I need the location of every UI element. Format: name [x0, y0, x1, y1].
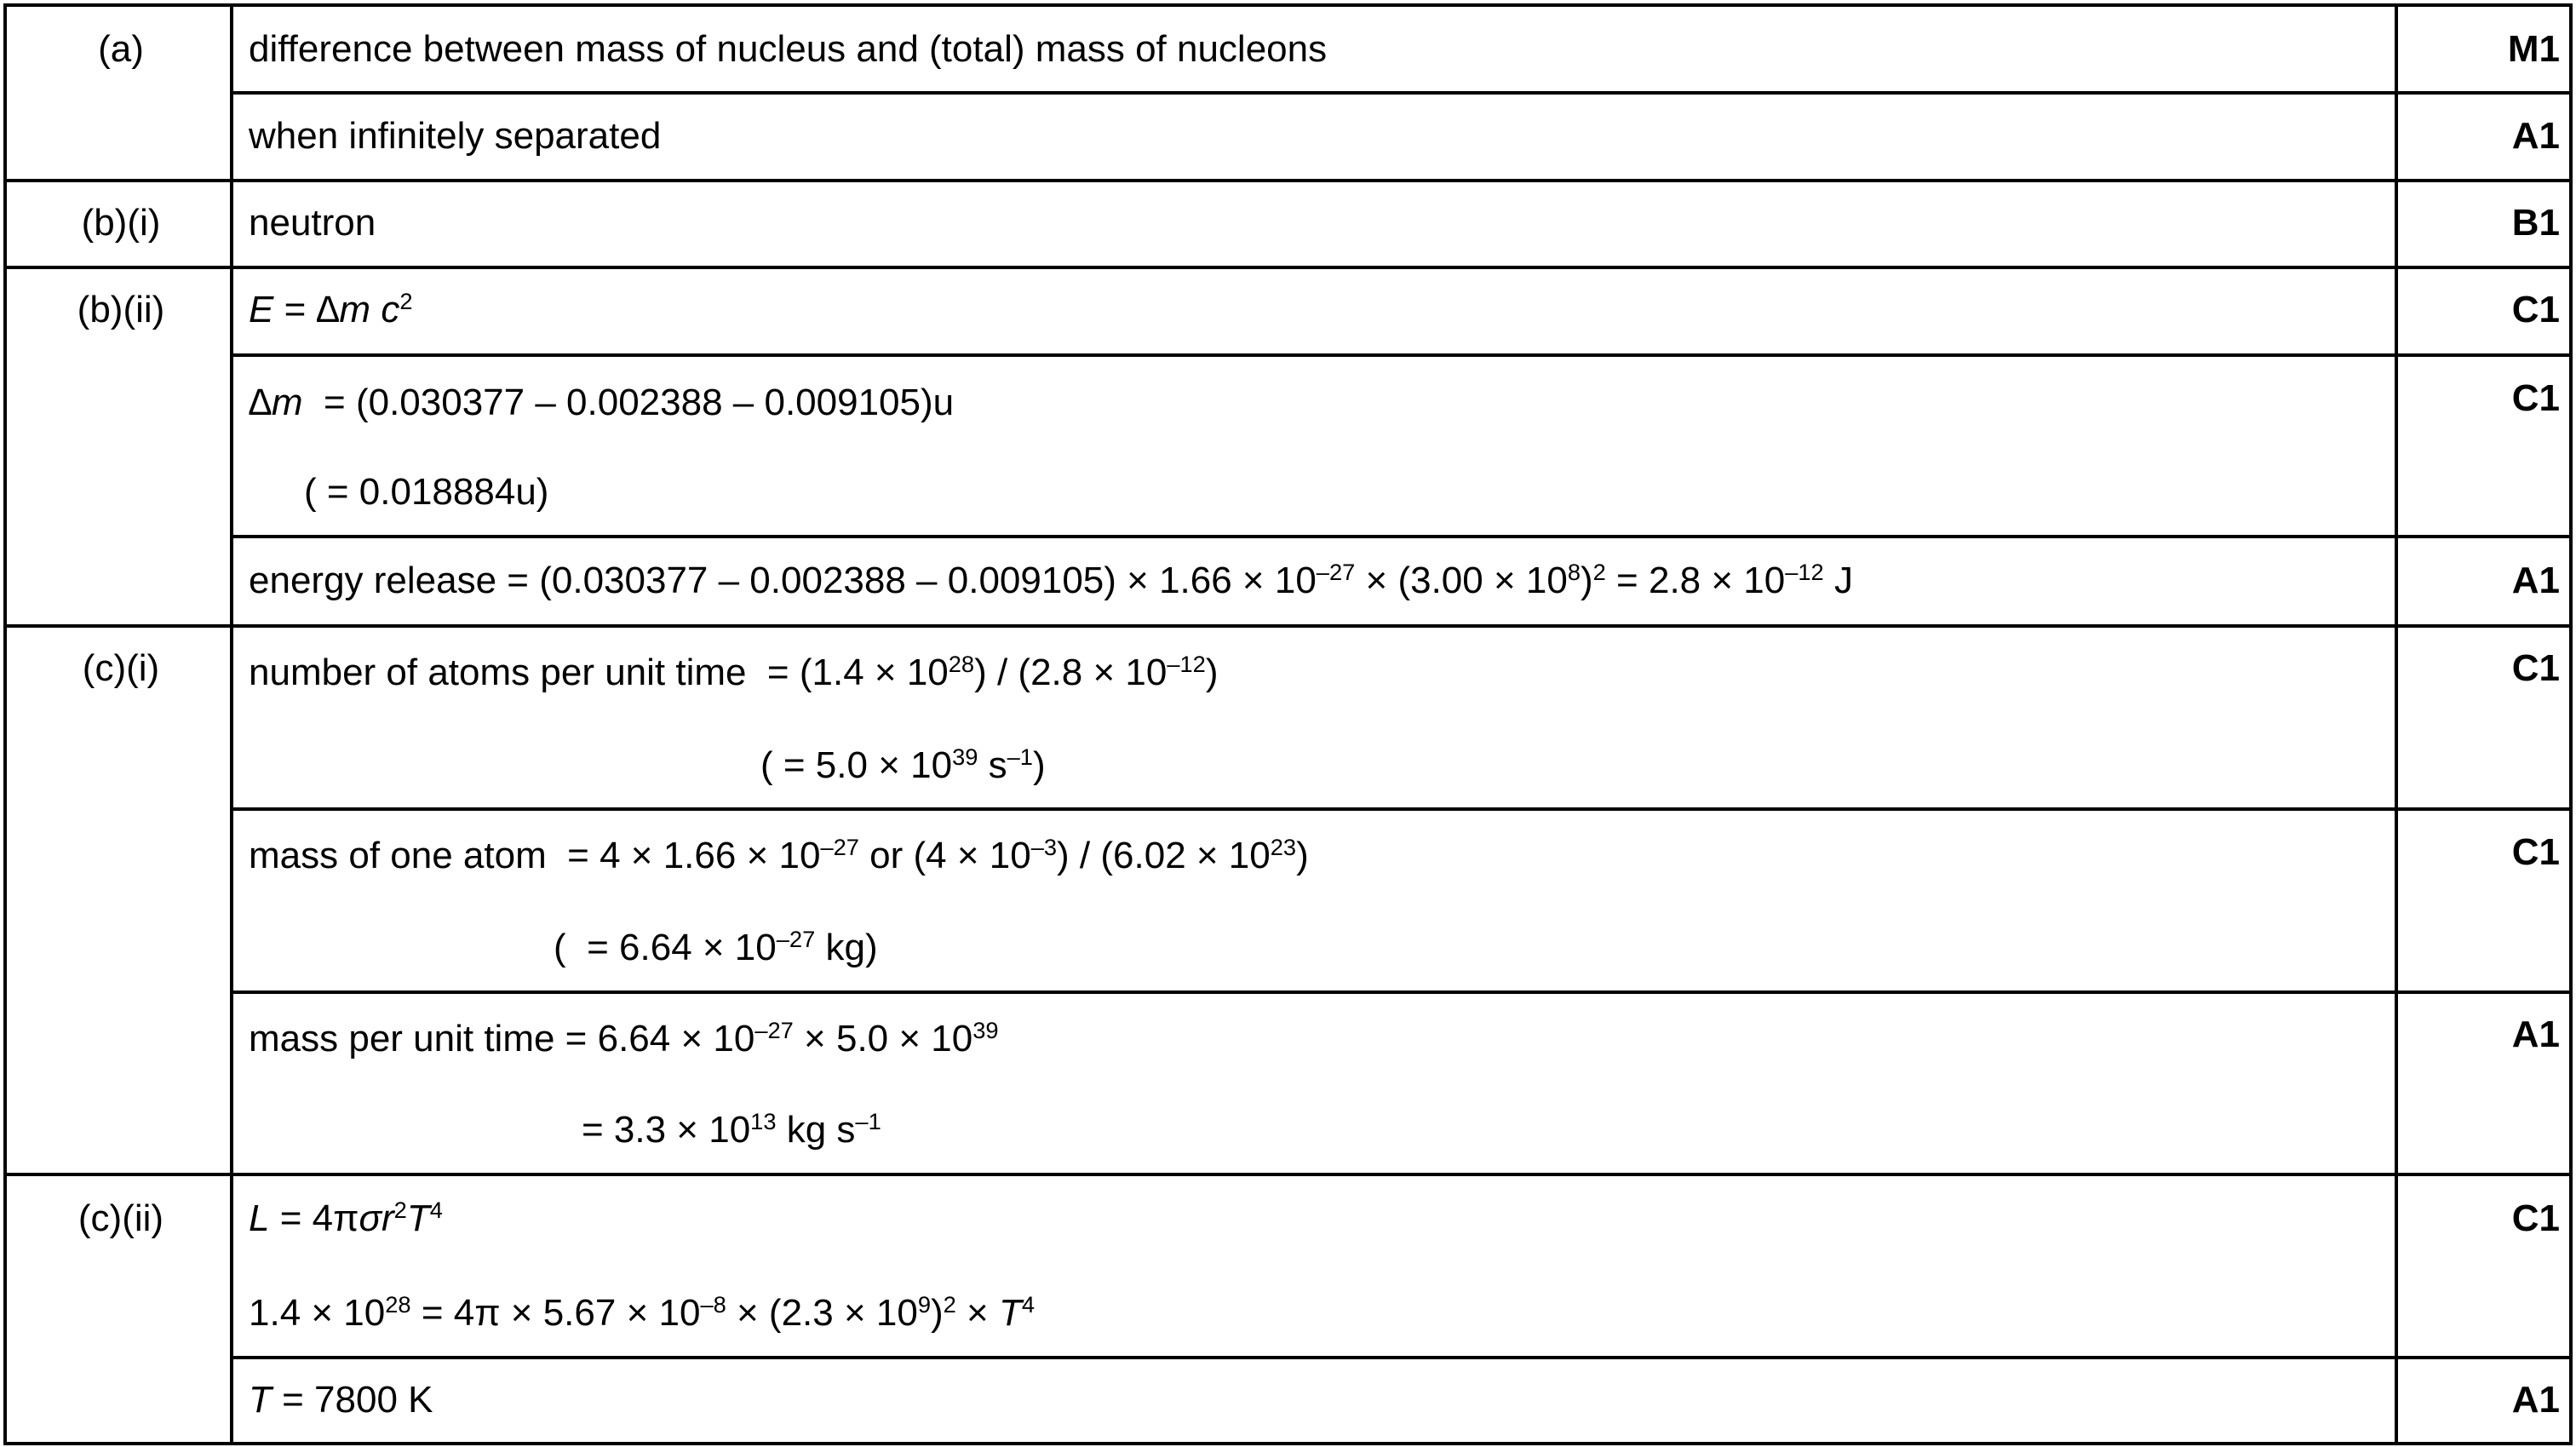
answer-c-i-mass-result: ( = $6.64 \times 10^{-27}$ kg): [554, 926, 878, 968]
answer-c-i-number-result: ( = $5.0 \times 10^{39}$ $s^{-1}$): [760, 744, 1046, 786]
mark-c-i-3: A1: [2511, 1013, 2560, 1055]
answer-c-ii-equation: $L = 4\pi\sigma r^2T^4$: [249, 1197, 443, 1239]
sub-row-divider: [230, 91, 2573, 95]
mark-b-i: B1: [2511, 202, 2560, 244]
sub-row-divider: [230, 353, 2573, 357]
question-label-c-ii: (c)(ii): [77, 1197, 164, 1239]
answer-b-ii-equation: E = ∆m $c^2$: [249, 288, 413, 330]
sub-row-divider: [230, 1356, 2573, 1359]
mark-c-ii-2: A1: [2511, 1379, 2560, 1421]
question-label-a: (a): [98, 28, 144, 70]
answer-b-ii-mass-defect: ∆m = (0.030377 – 0.002388 – 0.009105)u: [249, 382, 955, 423]
row-divider-ci-cii: [3, 1173, 2573, 1176]
answer-b-ii-mass-defect-result: ( = 0.018884u): [304, 471, 549, 513]
answer-b-ii-energy: energy release = $(0.030377 - 0.002388 - 0.009105) \times 1.66 \times 10^{-27} \times (3.00 \times 10^8)^2 = 2.8 \times 10^{-12}$ J: [249, 559, 1853, 601]
answer-b-i: neutron: [249, 202, 376, 244]
answer-a-definition: difference between mass of nucleus and (total) mass of nucleons: [249, 28, 1328, 70]
table-border-top: [3, 3, 2573, 7]
answer-a-separation: when infinitely separated: [249, 115, 662, 157]
sub-row-divider: [230, 807, 2573, 811]
mark-a-1: M1: [2507, 28, 2560, 70]
answer-c-ii-substitution: $1.4 \times 10^{28} = 4\pi \times 5.67 \times 10^{-8} \times (2.3 \times 10^9)^2 \times T^4$: [249, 1291, 1036, 1334]
mark-c-i-1: C1: [2511, 647, 2560, 689]
sub-row-divider: [230, 991, 2573, 994]
answer-c-ii-temperature: T = 7800 K: [249, 1379, 433, 1421]
question-label-b-ii: (b)(ii): [77, 289, 165, 330]
table-border-bottom: [3, 1442, 2573, 1445]
mark-b-ii-3: A1: [2511, 560, 2560, 601]
mark-a-2: A1: [2511, 115, 2560, 157]
sub-row-divider: [230, 535, 2573, 538]
table-border-right: [2569, 3, 2573, 1444]
question-label-c-i: (c)(i): [82, 647, 160, 689]
mark-c-i-2: C1: [2511, 831, 2560, 873]
answer-c-i-number-of-atoms: number of atoms per unit time = $(1.4 \times 10^{28}) / (2.8 \times 10^{-12})$: [249, 651, 1219, 693]
question-label-b-i: (b)(i): [81, 202, 161, 244]
row-divider-bi-bii: [3, 266, 2573, 269]
column-divider-marks: [2395, 3, 2398, 1444]
answer-c-i-mass-rate-result: = $3.3 \times 10^{13}$ kg $s^{-1}$: [582, 1108, 881, 1151]
mark-b-ii-2: C1: [2511, 377, 2560, 419]
row-divider-bii-ci: [3, 624, 2573, 628]
mark-b-ii-1: C1: [2511, 289, 2560, 330]
row-divider-a-bi: [3, 179, 2573, 182]
mark-c-ii-1: C1: [2511, 1197, 2560, 1239]
answer-c-i-mass-rate: mass per unit time = $6.64 \times 10^{-27} \times 5.0 \times 10^{39}$: [249, 1017, 999, 1059]
answer-c-i-mass-of-atom: mass of one atom = $4 \times 1.66 \times 10^{-27}$ or $(4 \times 10^{-3}) / (6.02 \times 10^{23})$: [249, 834, 1309, 876]
